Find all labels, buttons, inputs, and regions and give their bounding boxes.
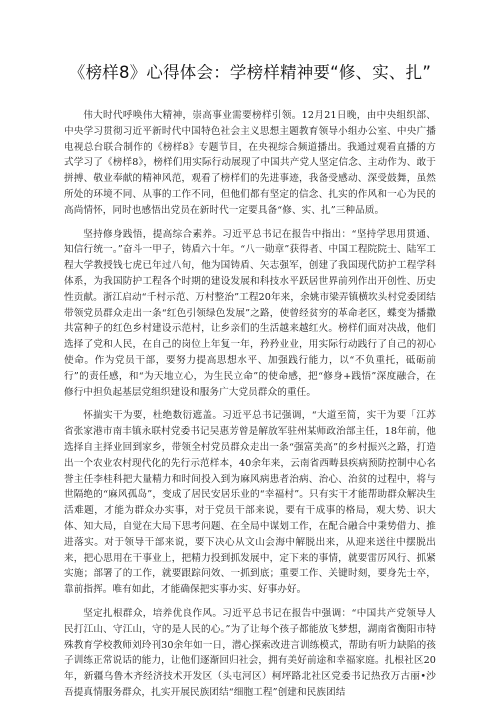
paragraph-intro: 伟大时代呼唤伟大精神，崇高事业需要榜样引领。12月21日晚，由中央组织部、中央学习贯彻习近平新时代中国特色社会主义思想主题教育领导小组办公室、中央广播电视总台联合制作的《榜样8》专题节目，在央视综合频道播出。我通过观看直播的方式学习了《榜样8》，榜样们用实际行动展现了中国共产党人坚定信念、主动作为、敢于拼搏、敬业奉献的精神风范，观看了榜样们的先进事迹，我备受感动、深受鼓舞，虽然所处的环境不同、从事的工作不同，但他们都有坚定的信念、扎实的作风和一心为民的高尚情怀，同时也感悟出党员在新时代一定要具备“修、实、扎”三种品质。 (64, 110, 436, 216)
paragraph-self-cultivation: 坚持修身践悟，提高综合素养。习近平总书记在报告中指出：“坚持学思用贯通、知信行统一。”奋斗一甲子，铸盾六十年。“八一勋章”获得者、中国工程院院士、陆军工程大学教授钱七虎已年过八旬，他为国铸盾、矢志强军，创建了我国现代防护工程学科体系，为我国防护工程各个时期的建设发展和科技水平跃居世界前列作出开创性、历史性贡献。浙江启动“千村示范、万村整治”工程20年来，余姚市梁弄镇横坎头村党委团结带领党员群众走出一条“红色引领绿色发展”之路，使曾经贫穷的革命老区，蝶变为播撒共富种子的红色乡村建设示范村，让乡亲们的生活越来越红火。榜样们面对决战，他们选择了党和人民，在自己的岗位上年复一年，矜矜业业，用实际行动践行了自己的初心使命。作为党员干部，要努力提高思想水平、加强践行能力，以“不负重托，砥砺前行”的责任感，和“为天地立心，为生民立命”的使命感，把“修身+践悟”深度融合，在修行中担负起基层党组织建设和服务广大党员群众的重任。 (64, 228, 436, 398)
paragraph-rooted-in-people: 坚定扎根群众，培养优良作风。习近平总书记在报告中强调：“中国共产党领导人民打江山、守江山，守的是人民的心。”为了让每个孩子都能放飞梦想，湖南省衡阳市特殊教育学校教师刘玲刊30余年如一日，潜心探索改进言训练模式，帮助有听力缺陷的孩子训练正常说话的能力，让他们逐渐回归社会，拥有美好前途和幸福家庭。扎根社区20年，新疆乌鲁木齐经济技术开发区（头屯河区）柯坪路北社区党委书记热孜万古丽•沙吾提真情服务群众，扎实开展民族团结“细胞工程”创建和民族团结 (64, 607, 436, 698)
paragraph-practical-work: 怀揣实干为要，杜绝数衍遮盖。习近平总书记强调，“大道至简，实干为要「江苏省张家港市南丰镇永联村党委书记吴惠芳曾是解放军驻州某师政治部主任，18年前，他选择自主择业回到家乡，带领全村党员群众走出一条“强富美高”的乡村振兴之路，打造出一个农业农村现代化的先行示范样本，40余年来，云南省西畴县疾病预防控制中心名誉主任李桂科把大量精力和时间投入到为麻风病患者治病、治心、治贫的过程中，将与世隔绝的“麻风孤岛”，变成了居民安居乐业的“幸福村”。只有实干才能帮助群众解决生活难题，才能为群众办实事，对于党员干部来说，要有干成事的格局，观大势、识大体、知大局，自觉在大局下思考问题、在全局中谋划工作，在配合融合中秉势借力、推进落实。对于领导干部来说，要下决心从文山会海中解脱出来，从迎来送往中摆脱出来，把心思用在干事业上，把精力投到抓发展中，定下来的事情，就要雷厉风行、抓紧实施；部署了的工作，就要跟踪问效、一抓到底；重要工作、关键时刻，要身先士卒，靠前指挥。唯有如此，才能确保把实事办实、好事办好。 (64, 410, 436, 596)
document-title: 《榜样8》心得体会：学榜样精神要“修、实、扎” (68, 63, 432, 82)
